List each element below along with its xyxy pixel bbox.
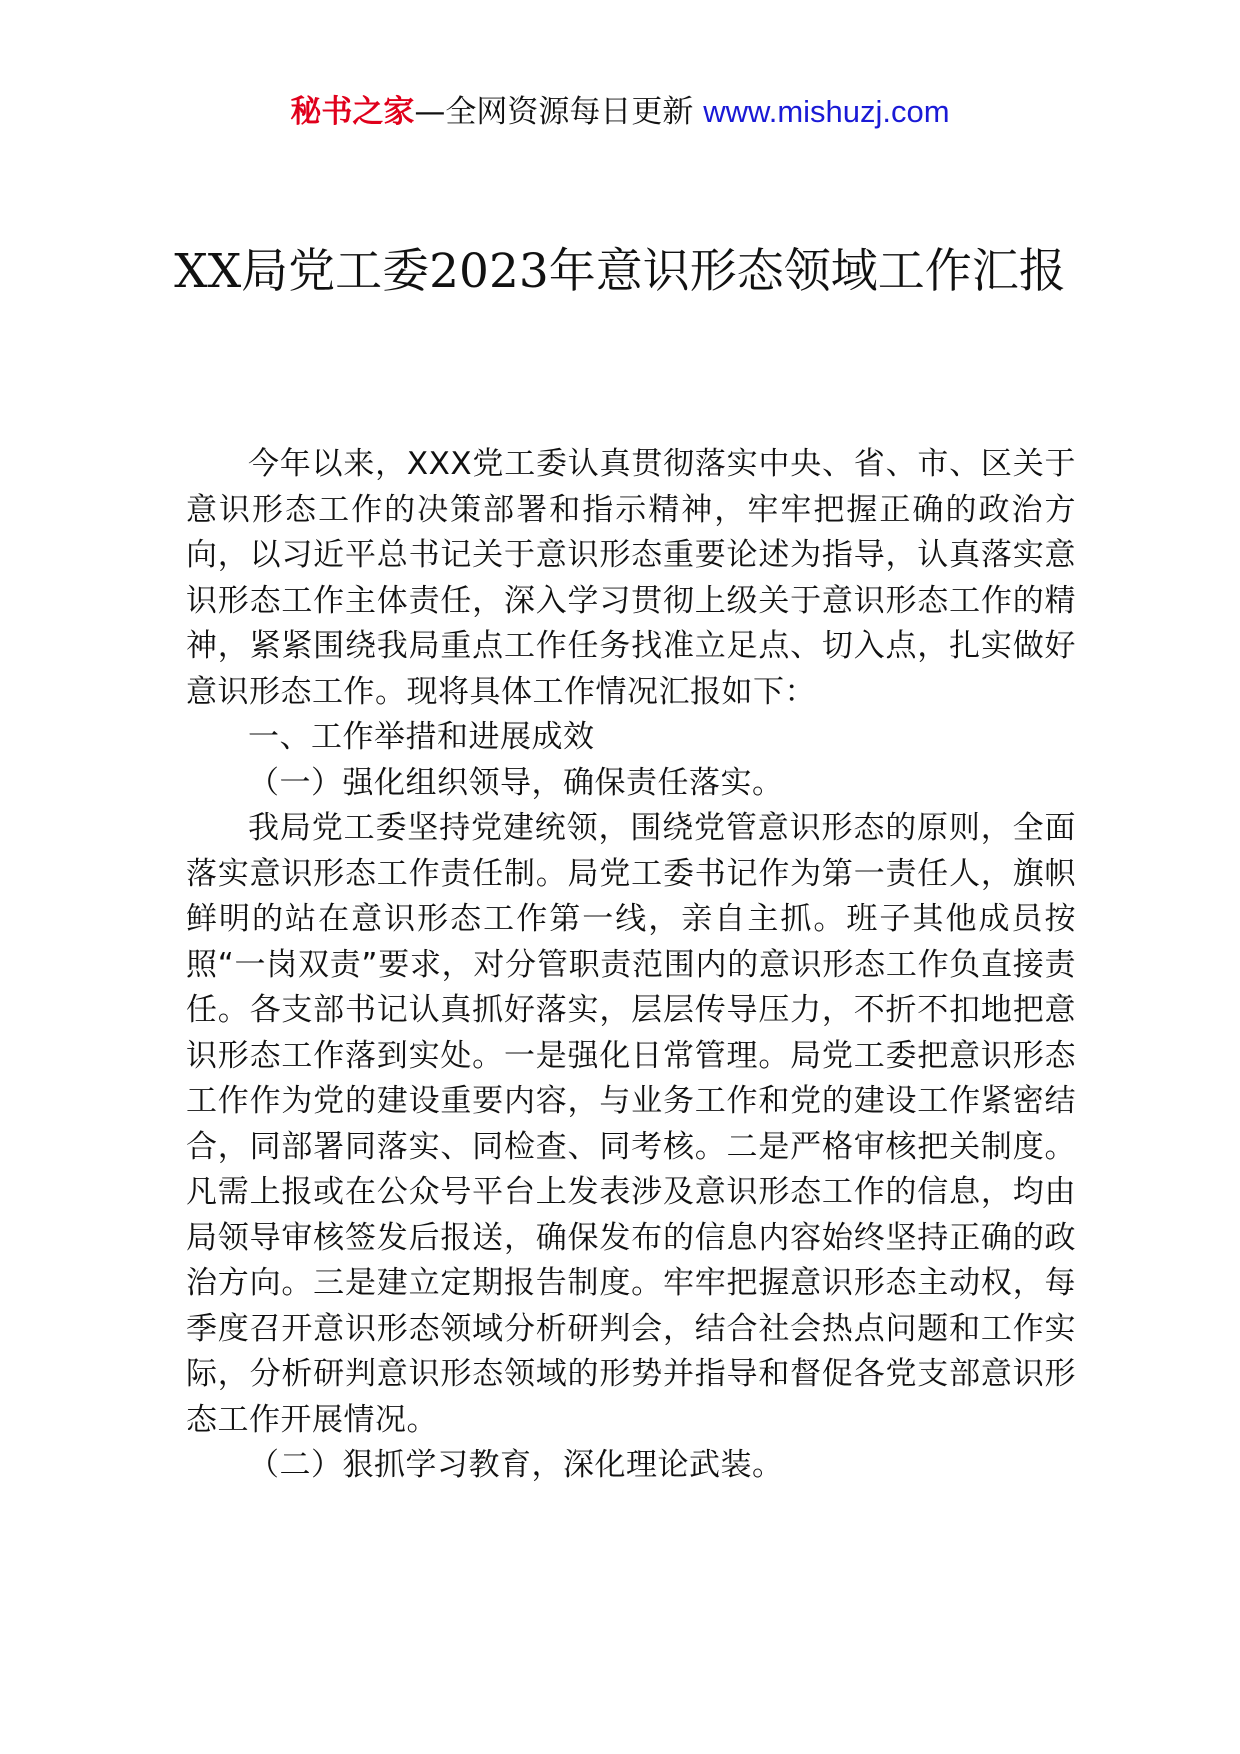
document-body [186,442,1076,1489]
site-url-link[interactable]: www.mishuzj.com [703,94,950,129]
intro-paragraph: 今年以来，XXX党工委认真贯彻落实中央、省、市、区关于意识形态工作的决策部署和指示精神，牢牢把握正确的政治方向，以习近平总书记关于意识形态重要论述为指导，认真落实意识形态工作主体责任，深入学习贯彻上级关于意识形态工作的精神，紧紧围绕我局重点工作任务找准立足点、切入点，扎实做好意识形态工作。现将具体工作情况汇报如下： [186,446,1076,710]
section-heading-1: 一、工作举措和进展成效 [248,719,595,755]
document-title: XX局党工委2023年意识形态领域工作汇报 [174,244,1066,299]
site-header [0,92,1240,132]
site-brand: 秘书之家 [290,94,415,130]
subsection-heading-2: （二）狠抓学习教育，深化理论武装。 [248,1447,784,1483]
subsection-heading-1: （一）强化组织领导，确保责任落实。 [248,764,784,801]
site-tagline: —全网资源每日更新 [414,94,694,130]
body-paragraph: 我局党工委坚持党建统领，围绕党管意识形态的原则，全面落实意识形态工作责任制。局党工委书记作为第一责任人，旗帜鲜明的站在意识形态工作第一线，亲自主抓。班子其他成员按照“一岗双责”要求，对分管职责范围内的意识形态工作负直接责任。各支部书记认真抓好落实，层层传导压力，不折不扣地把意识形态工作落到实处。一是强化日常管理。局党工委把意识形态工作作为党的建设重要内容，与业务工作和党的建设工作紧密结合，同部署同落实、同检查、同考核。二是严格审核把关制度。凡需上报或在公众号平台上发表涉及意识形态工作的信息，均由局领导审核签发后报送，确保发布的信息内容始终坚持正确的政治方向。三是建立定期报告制度。牢牢把握意识形态主动权，每季度召开意识形态领域分析研判会，结合社会热点问题和工作实际，分析研判意识形态领域的形势并指导和督促各党支部意识形态工作开展情况。 [186,810,1076,1438]
